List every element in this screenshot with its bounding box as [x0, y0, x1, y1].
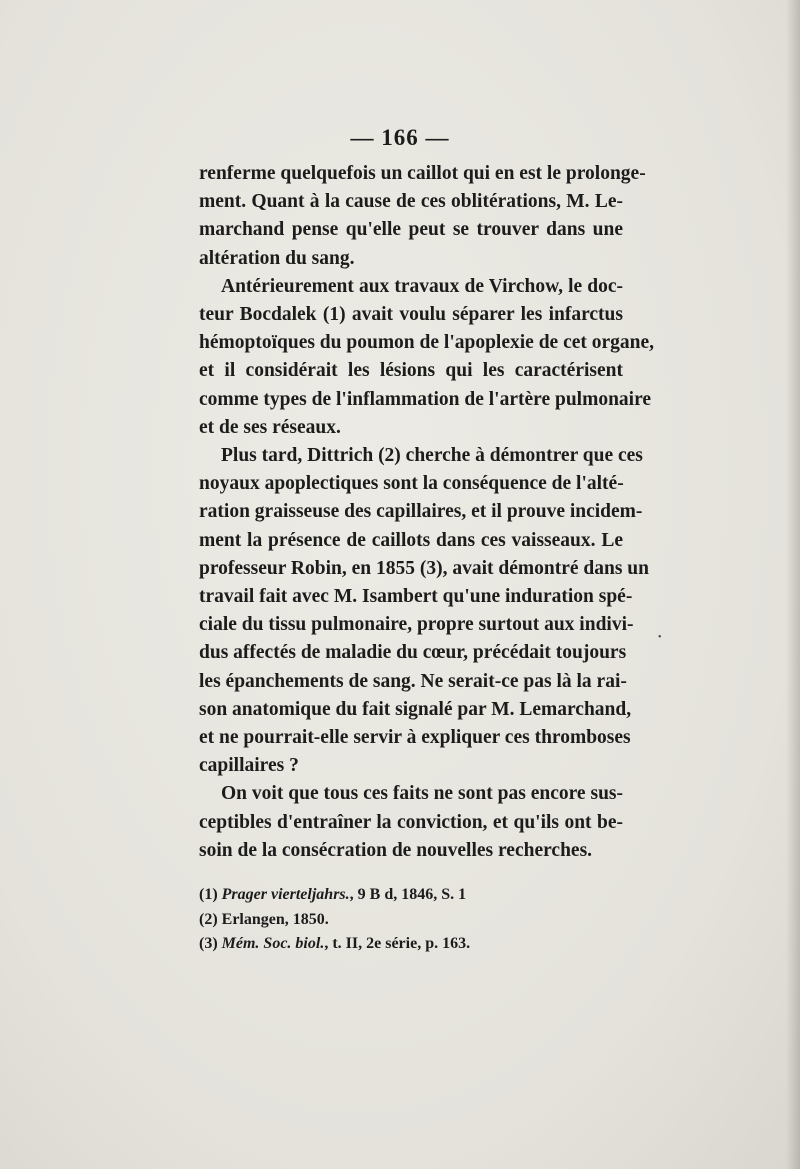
paragraph: [199, 273, 655, 442]
text-line: teur Bocdalek (1) avait voulu séparer les infarctus: [199, 304, 623, 326]
text-line: ceptibles d'entraîner la conviction, et qu'ils ont be-: [199, 811, 623, 833]
footnote-text: Erlangen, 1850.: [221, 910, 329, 928]
footnote-source-title: Mém. Soc. biol.: [221, 935, 325, 952]
text-line: les épanchements de sang. Ne serait-ce pas là la rai-: [199, 670, 627, 692]
text-line: On voit que tous ces faits ne sont pas encore sus-: [221, 783, 623, 805]
text-line: capillaires ?: [199, 755, 299, 777]
text-line: son anatomique du fait signalé par M. Lemarchand,: [199, 698, 632, 720]
text-line: travail fait avec M. Isambert qu'une induration spé-: [199, 586, 633, 608]
body-text: [199, 160, 655, 865]
footnotes: [199, 883, 623, 957]
paragraph: [199, 442, 649, 780]
text-line: renferme quelquefois un caillot qui en est le prolonge-: [199, 163, 646, 184]
text-line: marchand pense qu'elle peut se trouver dans une: [199, 219, 623, 241]
footnote-text: , t. II, 2e série, p. 163.: [324, 935, 471, 952]
text-line: dus affectés de maladie du cœur, précédait toujours: [199, 642, 627, 664]
text-line: hémoptoïques du poumon de l'apoplexie de cet organe,: [199, 332, 655, 354]
footnote-source-title: Prager vierteljahrs.: [221, 886, 350, 903]
footnote-text: , 9 B d, 1846, S. 1: [349, 886, 467, 903]
paragraph: [199, 160, 646, 273]
footnote: [199, 932, 623, 957]
text-line: noyaux apoplectiques sont la conséquence de l'alté-: [199, 473, 624, 495]
footnote-marker: (3): [199, 935, 222, 952]
text-line: et ne pourrait-elle servir à expliquer ces thromboses: [199, 727, 631, 749]
text-line: professeur Robin, en 1855 (3), avait démontré dans un: [199, 557, 649, 579]
text-line: ciale du tissu pulmonaire, propre surtout aux indivi-: [199, 614, 634, 636]
text-line: altération du sang.: [199, 247, 355, 269]
footnote-marker: (2): [199, 910, 222, 928]
text-line: et il considérait les lésions qui les caractérisent: [199, 360, 623, 382]
text-line: Antérieurement aux travaux de Virchow, le doc-: [221, 275, 623, 297]
text-line: soin de la consécration de nouvelles recherches.: [199, 839, 593, 861]
paragraph: [199, 780, 623, 865]
text-line: ment la présence de caillots dans ces vaisseaux. Le: [199, 529, 623, 551]
text-line: ment. Quant à la cause de ces oblitérations, M. Le-: [199, 191, 623, 213]
footnote-marker: (1): [199, 886, 222, 903]
footnote: [199, 883, 623, 908]
footnote: [199, 908, 623, 933]
text-line: et de ses réseaux.: [199, 416, 341, 438]
text-line: ration graisseuse des capillaires, et il prouve incidem-: [199, 501, 643, 523]
page-number: — 166 —: [350, 125, 450, 150]
text-line: comme types de l'inflammation de l'artère pulmonaire: [199, 388, 652, 410]
text-line: Plus tard, Dittrich (2) cherche à démontrer que ces: [221, 445, 643, 467]
page-edge-shadow: [786, 0, 800, 1169]
margin-mark: •: [658, 632, 662, 643]
